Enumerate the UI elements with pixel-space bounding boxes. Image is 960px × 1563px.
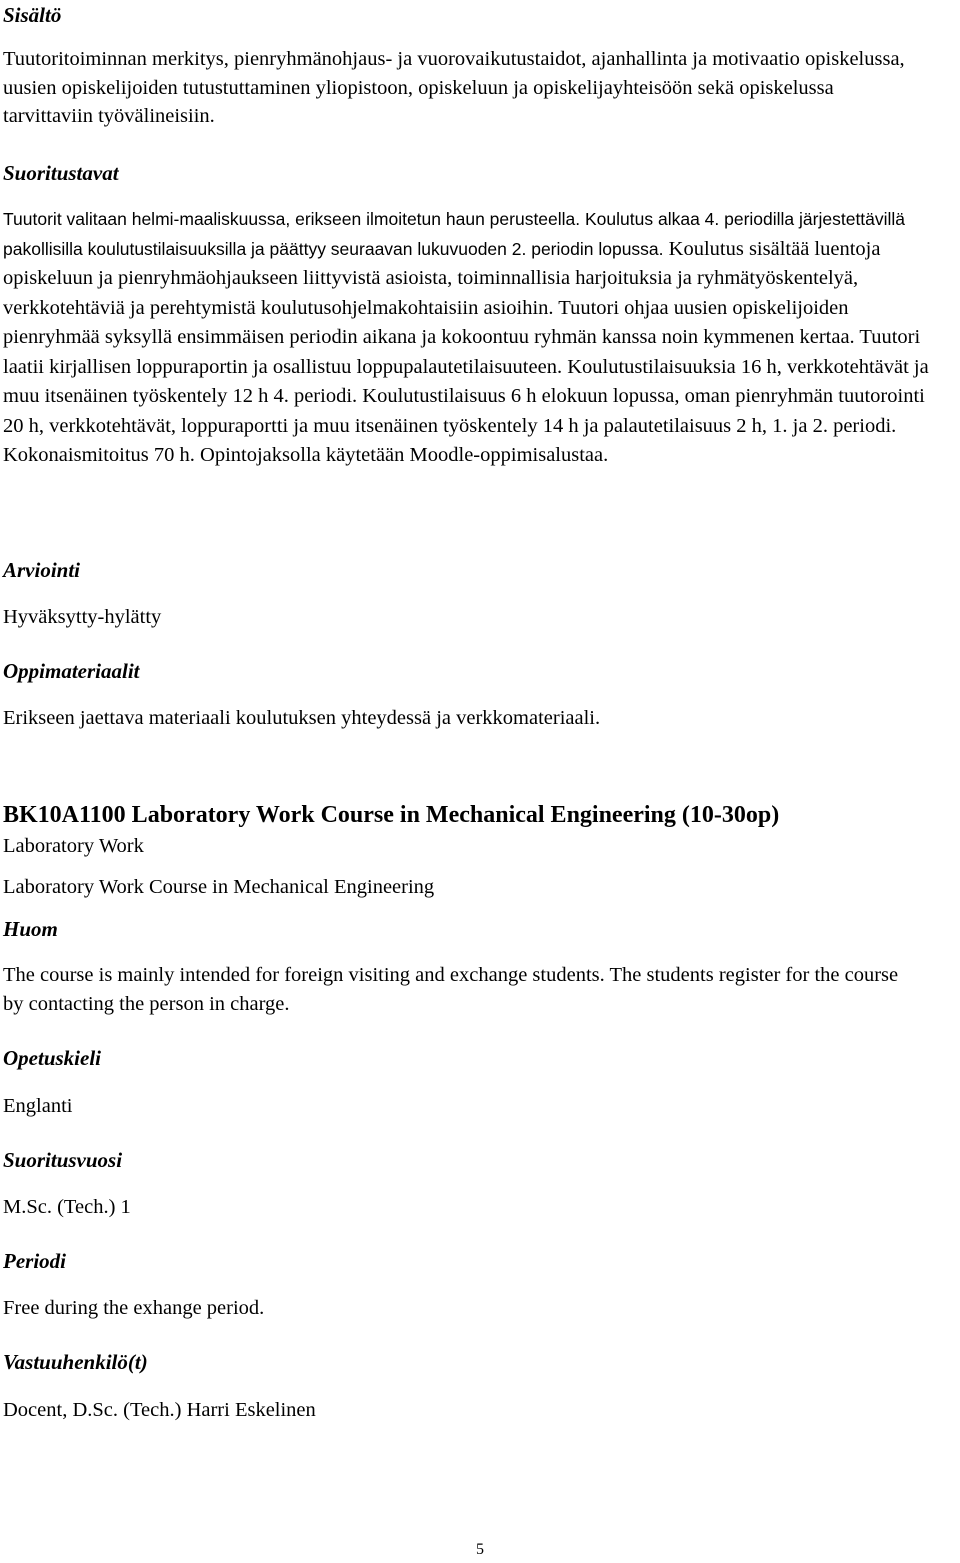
year-text: M.Sc. (Tech.) 1	[3, 1196, 131, 1218]
methods-text	[3, 205, 948, 471]
period-text: Free during the exhange period.	[3, 1297, 265, 1319]
period-heading: Periodi	[3, 1249, 66, 1273]
note-heading-text: Huom	[3, 917, 58, 941]
language-text: Englanti	[3, 1095, 73, 1117]
methods-text-sans: Tuutorit valitaan helmi-maaliskuussa, erikseen ilmoitetun haun perusteella. Koulutus alkaa 4. periodilla järjestettävillä pakollisilla koulutustilaisuuksilla ja päättyy seuraavan lukuvuoden 2. periodin lopussa.	[3, 209, 906, 259]
contents-heading: Sisältö	[3, 3, 62, 27]
course-title: BK10A1100 Laboratory Work Course in Mechanical Engineering (10-30op)	[3, 802, 780, 828]
assessment-heading: Arviointi	[3, 558, 81, 582]
page-number: 5	[476, 1541, 484, 1558]
responsible-heading: Vastuuhenkilö(t)	[3, 1350, 148, 1374]
methods-text-serif: Koulutus sisältää luentoja opiskeluun ja pienryhmäohjaukseen liittyvistä asioista, toiminnallisia harjoituksia ja ryhmätyöskentelyä, verkkotehtäviä ja perehtymistä koulutusohjelmakohtaisiin asioihin. Tuutori ohjaa uusien opiskelijoiden pienryhmää syksyllä ensimmäisen periodin aikana ja kokoontuu ryhmän kanssa noin kymmenen kertaa. Tuutori laatii kirjallisen loppuraportin ja osallistuu loppupalautetilaisuuteen. Koulutustilaisuuksia 16 h, verkkotehtävät ja muu itsenäinen työskentely 12 h 4. periodi. Koulutustilaisuus 6 h elokuun lopussa, oman pienryhmän tuutorointi 20 h, verkkotehtävät, loppuraportti ja muu itsenäinen työskentely 14 h ja palautetilaisuus 2 h, 1. ja 2. periodi. Kokonaismitoitus 70 h. Opintojaksolla käytetään Moodle-oppimisalustaa.	[3, 237, 929, 466]
contents-text: Tuutoritoiminnan merkitys, pienryhmänohjaus- ja vuorovaikutustaidot, ajanhallinta ja motivaatio opiskelussa, uusien opiskelijoiden tutustuttaminen yliopistoon, opiskeluun ja opiskelijayhteisöön sekä opiskelussa tarvittaviin työvälineisiin.	[3, 48, 905, 127]
course-subtitle-1: Laboratory Work	[3, 835, 144, 857]
course-subtitle-2: Laboratory Work Course in Mechanical Engineering	[3, 876, 435, 898]
methods-heading: Suoritustavat	[3, 161, 119, 185]
year-heading: Suoritusvuosi	[3, 1148, 123, 1172]
materials-heading: Oppimateriaalit	[3, 659, 140, 683]
responsible-text: Docent, D.Sc. (Tech.) Harri Eskelinen	[3, 1399, 316, 1421]
note-heading	[3, 916, 58, 942]
assessment-text: Hyväksytty-hylätty	[3, 606, 162, 628]
language-heading: Opetuskieli	[3, 1046, 101, 1070]
materials-text: Erikseen jaettava materiaali koulutuksen yhteydessä ja verkkomateriaali.	[3, 707, 601, 729]
note-text: The course is mainly intended for foreign visiting and exchange students. The students register for the course by contacting the person in charge.	[3, 964, 899, 1015]
